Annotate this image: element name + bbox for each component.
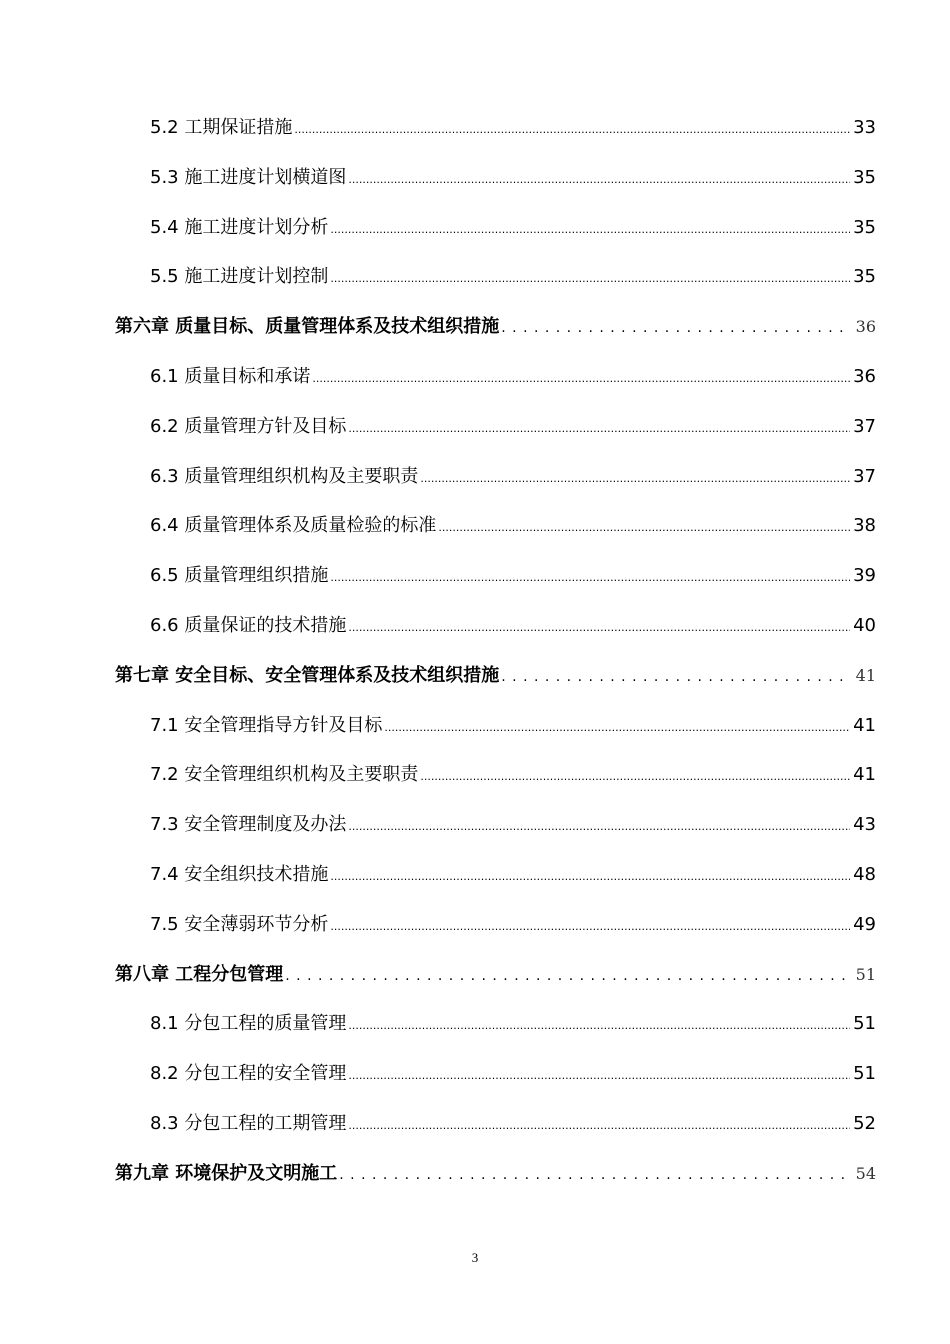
toc-section-entry[interactable] xyxy=(150,711,876,751)
dot-leader xyxy=(501,665,850,686)
toc-entry-title: 5.3 施工进度计划横道图 xyxy=(150,166,347,188)
toc-chapter-entry[interactable] xyxy=(115,312,876,352)
dot-leader xyxy=(501,316,850,337)
toc-section-entry[interactable] xyxy=(150,810,876,850)
toc-section-entry[interactable] xyxy=(150,163,876,203)
toc-entry-page-number: 41 xyxy=(853,714,876,736)
toc-entry-page-number: 35 xyxy=(853,166,876,188)
toc-entry-page-number: 37 xyxy=(853,415,876,437)
toc-entry-page-number: 41 xyxy=(853,764,876,786)
dot-leader xyxy=(348,1113,850,1134)
toc-section-entry[interactable] xyxy=(150,760,876,800)
dot-leader xyxy=(285,964,850,985)
toc-entry-page-number: 49 xyxy=(853,913,876,935)
toc-entry-title: 第八章 工程分包管理 xyxy=(115,963,284,985)
dot-leader xyxy=(348,615,850,636)
toc-entry-page-number: 51 xyxy=(855,964,876,984)
toc-entry-title: 8.1 分包工程的质量管理 xyxy=(150,1013,347,1035)
dot-leader xyxy=(420,764,850,785)
dot-leader xyxy=(330,864,850,885)
dot-leader xyxy=(294,117,850,138)
toc-entry-title: 6.3 质量管理组织机构及主要职责 xyxy=(150,465,419,487)
toc-entry-title: 6.4 质量管理体系及质量检验的标准 xyxy=(150,515,437,537)
toc-entry-page-number: 48 xyxy=(853,864,876,885)
dot-leader xyxy=(438,515,850,536)
toc-entry-title: 6.2 质量管理方针及目标 xyxy=(150,415,347,437)
dot-leader xyxy=(348,416,850,437)
toc-entry-title: 7.1 安全管理指导方针及目标 xyxy=(150,714,383,736)
toc-section-entry[interactable] xyxy=(150,262,876,302)
toc-entry-page-number: 35 xyxy=(853,266,876,288)
toc-entry-title: 第七章 安全目标、安全管理体系及技术组织措施 xyxy=(115,664,500,686)
dot-leader xyxy=(384,715,850,736)
toc-section-entry[interactable] xyxy=(150,362,876,402)
toc-section-entry[interactable] xyxy=(150,1059,876,1099)
toc-section-entry[interactable] xyxy=(150,213,876,253)
toc-entry-page-number: 35 xyxy=(853,216,876,238)
toc-entry-page-number: 54 xyxy=(855,1163,876,1183)
toc-entry-page-number: 51 xyxy=(853,1063,876,1085)
toc-entry-page-number: 33 xyxy=(853,117,876,138)
toc-section-entry[interactable] xyxy=(150,1109,876,1149)
toc-entry-page-number: 52 xyxy=(853,1113,876,1134)
dot-leader xyxy=(330,565,850,586)
dot-leader xyxy=(348,1013,850,1034)
toc-section-entry[interactable] xyxy=(150,860,876,900)
toc-entry-page-number: 37 xyxy=(853,465,876,487)
toc-entry-title: 5.4 施工进度计划分析 xyxy=(150,216,329,238)
dot-leader xyxy=(348,167,850,188)
toc-section-entry[interactable] xyxy=(150,1009,876,1049)
toc-entry-title: 5.2 工期保证措施 xyxy=(150,117,293,138)
toc-section-entry[interactable] xyxy=(150,412,876,452)
dot-leader xyxy=(339,1163,850,1184)
toc-entry-title: 第九章 环境保护及文明施工 xyxy=(115,1162,338,1184)
toc-section-entry[interactable] xyxy=(150,511,876,551)
dot-leader xyxy=(330,217,850,238)
toc-section-entry[interactable] xyxy=(150,462,876,502)
toc-entry-title: 第六章 质量目标、质量管理体系及技术组织措施 xyxy=(115,316,500,338)
toc-entry-title: 7.2 安全管理组织机构及主要职责 xyxy=(150,764,419,786)
toc-entry-page-number: 43 xyxy=(853,814,876,836)
toc-entry-title: 6.1 质量目标和承诺 xyxy=(150,366,311,387)
toc-entry-title: 6.5 质量管理组织措施 xyxy=(150,565,329,587)
dot-leader xyxy=(312,366,850,387)
toc-chapter-entry[interactable] xyxy=(115,1159,876,1199)
toc-entry-title: 8.3 分包工程的工期管理 xyxy=(150,1113,347,1134)
toc-entry-page-number: 41 xyxy=(855,665,876,685)
toc-entry-title: 8.2 分包工程的安全管理 xyxy=(150,1063,347,1085)
toc-entry-title: 7.5 安全薄弱环节分析 xyxy=(150,913,329,935)
toc-entry-page-number: 39 xyxy=(853,565,876,587)
toc-entry-page-number: 36 xyxy=(853,366,876,387)
toc-entry-page-number: 36 xyxy=(855,317,876,337)
dot-leader xyxy=(330,914,850,935)
page-number: 3 xyxy=(471,1250,479,1265)
toc-entry-page-number: 40 xyxy=(853,615,876,636)
toc-entry-title: 7.3 安全管理制度及办法 xyxy=(150,814,347,836)
dot-leader xyxy=(420,466,850,487)
dot-leader xyxy=(348,1063,850,1084)
dot-leader xyxy=(330,266,850,287)
toc-entry-page-number: 38 xyxy=(853,515,876,537)
toc-entry-title: 5.5 施工进度计划控制 xyxy=(150,266,329,288)
toc-section-entry[interactable] xyxy=(150,561,876,601)
toc-section-entry[interactable] xyxy=(150,113,876,153)
toc-chapter-entry[interactable] xyxy=(115,960,876,1000)
toc-entry-page-number: 51 xyxy=(853,1013,876,1035)
toc-entry-title: 7.4 安全组织技术措施 xyxy=(150,864,329,885)
toc-entry-title: 6.6 质量保证的技术措施 xyxy=(150,615,347,636)
toc-section-entry[interactable] xyxy=(150,910,876,950)
dot-leader xyxy=(348,814,850,835)
toc-section-entry[interactable] xyxy=(150,611,876,651)
toc-chapter-entry[interactable] xyxy=(115,661,876,701)
